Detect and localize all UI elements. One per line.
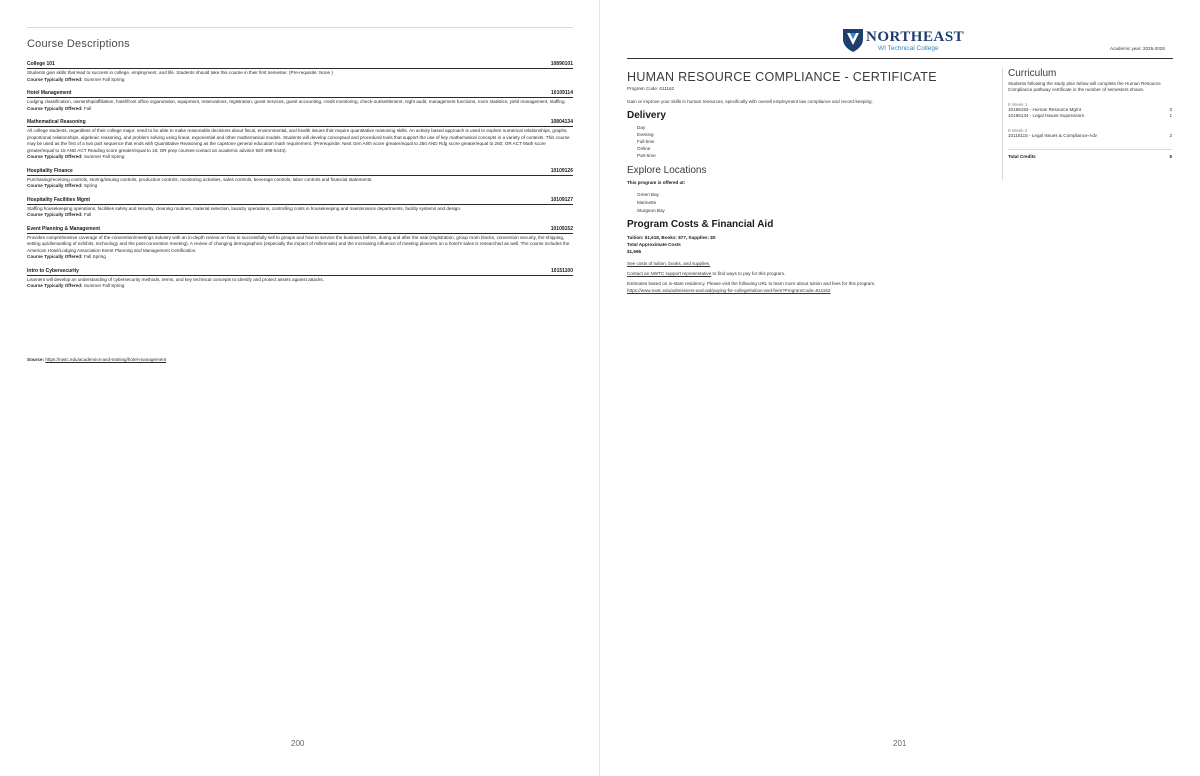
course-entry: [27, 61, 573, 83]
course-name: College 101: [27, 61, 55, 67]
course-header: [27, 268, 573, 276]
program-main-column: [627, 70, 967, 294]
curriculum-heading: Curriculum: [1008, 68, 1057, 79]
course-description: All college students, regardless of their college major, need to be able to make reasonable decisions about fiscal, environmental, and health issues that require quantitative reasoning skills. An activity based approach is used to explore numerical relationships, graphs, proportional relationships, algebraic reasoning, and problem solving using linear, exponential and other mathematical models. Students will develop conceptual and procedural tools that support the use of key mathematical concepts in a variety of contexts. This course may be used as the first of a two part sequence that ends with Quantitative Reasoning as the capstone general education math requirement. (Prerequisite: Next Gen Arith score greater/equal to 250 AND Rdg score greater/equal to 250; OR ACT Math score greater/equal to 15 AND ACT Reading score greater/equal to 16; OR prep courses-contact an academic advisor 920-498-5444).: [27, 128, 570, 153]
offered-terms: Fall: [83, 105, 92, 111]
course-code: 10151100: [551, 267, 573, 274]
curriculum-column: [1002, 68, 1172, 180]
curriculum-course-name: 10116115 - Legal Issues & Compliance-Adv: [1008, 132, 1097, 138]
course-header: [27, 226, 573, 234]
program-intro: Gain or improve your skills in human resources, specifically with overall employment law compliance and record-keeping.: [627, 99, 873, 104]
curriculum-course-credits: 2: [1169, 132, 1172, 138]
offered-terms: Summer Fall Spring: [83, 154, 125, 159]
total-costs-label: Total Approximate Costs: [627, 242, 681, 247]
source-link[interactable]: https://nwtc.edu/academics-and-training/hotel-management: [45, 357, 167, 362]
source-label: Source:: [27, 357, 45, 362]
course-description: Learners will develop an understanding of cybersecurity methods, terms, and key technical concepts to identify and protect assets against attacks.: [27, 276, 324, 282]
term-label: 8 Week 1: [1008, 101, 1028, 107]
program-code: Program Code: 611162: [627, 86, 675, 91]
course-header: [27, 168, 573, 176]
course-name: Hospitality Facilities Mgmt: [27, 196, 91, 203]
course-header: [27, 119, 573, 127]
delivery-item: Day: [637, 125, 646, 130]
curriculum-course-credits: 3: [1169, 106, 1172, 112]
course-offered: [27, 106, 573, 113]
course-offered: [27, 254, 573, 261]
total-credits-value: 5: [1169, 154, 1172, 160]
logo-brand-text: NORTHEAST: [866, 29, 965, 45]
offered-terms: Fall Spring: [83, 254, 106, 259]
location-list: [627, 191, 967, 215]
source-line: [27, 357, 166, 362]
delivery-item: Online: [637, 146, 651, 151]
page-number: 201: [893, 739, 907, 748]
estimate-text: Estimates based on in-state residency. Please visit the following URL to learn more about tuition and fees for this program.: [627, 281, 876, 286]
top-divider: [27, 27, 573, 28]
offered-terms: Summer Fall Spring: [83, 76, 125, 82]
course-description: Staffing housekeeping operations, facilities safety and security, cleaning routines, material selection, laundry operations, controlling costs in housekeeping and maintenance departments, facility systems and design.: [27, 205, 462, 211]
course-description: Provides comprehensive coverage of the convention/meetings industry with an in-depth review on how to successfully sell to groups and how to service the business before, during and after the sale (registration, group room blocks, convention security, the shipping, setting up/dismantling of exhibits, technology and the post-convention meeting). A review of changing demographics (especially the impact of millennials) and the increasing influence of meeting planners on a hotel's sales is researched as well. The course includes the American Hotel/Lodging Association Event Planning and Management Certification.: [27, 234, 570, 253]
delivery-list: [627, 124, 967, 159]
course-entry: [27, 197, 573, 219]
delivery-heading: Delivery: [627, 110, 666, 121]
offered-label: Course Typically Offered:: [27, 283, 83, 288]
offered-terms: Spring: [83, 183, 98, 188]
term-label: 8 Week 2: [1008, 127, 1028, 133]
tuition-url-link[interactable]: https://www.nwtc.edu/admissions-and-aid/paying-for-college/tuition-and-fees?ProgramCode=611162: [627, 287, 831, 293]
course-offered: [27, 283, 573, 290]
offered-label: Course Typically Offered:: [27, 105, 83, 111]
course-header: [27, 197, 573, 205]
offered-label: Course Typically Offered:: [27, 212, 83, 217]
course-list: [27, 61, 573, 297]
course-offered: [27, 212, 573, 219]
course-code: 10804134: [550, 119, 573, 125]
contact-support-link[interactable]: Contact an NWTC support representative: [627, 271, 712, 276]
offered-at-label: This program is offered at:: [627, 180, 686, 185]
shield-logo-icon: [842, 27, 864, 53]
course-description: Purchasing/receiving controls, storing/issuing controls, production controls, monitoring activities, sales controls, beverage controls, labor controls and financial statements.: [27, 176, 373, 182]
course-code: 10109152: [550, 225, 573, 232]
course-offered: [27, 77, 573, 84]
costs-breakdown: Tuition: $1,618, Books: $77, Supplies: $0: [627, 235, 716, 240]
total-credits-label: Total Credits: [1008, 154, 1036, 160]
course-offered: [27, 183, 573, 190]
college-logo: [842, 26, 965, 56]
course-code: 10109126: [550, 167, 573, 174]
course-offered: [27, 154, 573, 161]
cost-links: [627, 261, 967, 276]
explore-locations-heading: Explore Locations: [627, 165, 707, 176]
location-item: Green Bay: [637, 192, 659, 197]
course-entry: [27, 168, 573, 190]
course-header: [27, 61, 573, 69]
course-name: Event Planning & Management: [27, 225, 101, 232]
header-divider: [627, 58, 1173, 59]
curriculum-course-credits: 1: [1169, 113, 1172, 119]
costs-heading: Program Costs & Financial Aid: [627, 219, 774, 230]
course-header: [27, 90, 573, 98]
offered-terms: Fall: [83, 212, 92, 217]
course-entry: [27, 119, 573, 161]
curriculum-intro: Students following the study plan below will complete the Human Resource Compliance pathway certificate in the number of semesters shown.: [1008, 81, 1161, 93]
academic-year: Academic year: 2025-2026: [1110, 46, 1165, 51]
curriculum-course-row: [1008, 113, 1172, 120]
offered-label: Course Typically Offered:: [27, 76, 83, 82]
page-number: 200: [291, 739, 305, 748]
course-name: Hospitality Finance: [27, 167, 73, 174]
estimate-note: [627, 281, 967, 294]
section-title: Course Descriptions: [27, 38, 130, 50]
curriculum-course-row: [1008, 133, 1172, 140]
offered-label: Course Typically Offered:: [27, 254, 83, 259]
delivery-item: Full-time: [637, 139, 655, 144]
course-name: Intro to Cybersecurity: [27, 267, 79, 274]
location-item: Marinette: [637, 200, 657, 205]
right-page: [600, 0, 1200, 776]
total-credits-row: [1008, 149, 1172, 159]
delivery-item: Evening: [637, 132, 654, 137]
offered-label: Course Typically Offered:: [27, 183, 83, 188]
see-costs-link[interactable]: See costs of tuition, books, and supplies.: [627, 261, 711, 266]
course-entry: [27, 226, 573, 261]
contact-text: to find ways to pay for this program.: [711, 271, 786, 276]
course-entry: [27, 268, 573, 290]
course-code: 10890101: [550, 61, 573, 67]
program-title: HUMAN RESOURCE COMPLIANCE - CERTIFICATE: [627, 70, 937, 84]
offered-terms: Summer Fall Spring: [83, 283, 125, 288]
course-name: Hotel Management: [27, 90, 72, 96]
location-item: Sturgeon Bay: [637, 208, 665, 213]
curriculum-course-name: 10196134 - Legal Issues-Supervisors: [1008, 113, 1085, 119]
course-code: 10109127: [550, 196, 573, 203]
course-code: 10109114: [551, 90, 573, 96]
course-description: Lodging classification, ownership/affiliation, hotel/front office organization, equipment, reservations, registration, guest services, guest accounting, credit monitoring, check-out/settlement, night audit, management functions, room statistics, yield management, staffing.: [27, 99, 566, 104]
course-name: Mathematical Reasoning: [27, 119, 86, 125]
logo-subtitle: WI Technical College: [878, 45, 939, 52]
offered-label: Course Typically Offered:: [27, 154, 83, 159]
delivery-item: Part-time: [637, 153, 656, 158]
curriculum-course-name: 10196193 - Human Resource Mgmt: [1008, 106, 1082, 112]
total-costs-value: $1,695: [627, 249, 642, 254]
course-description: Students gain skills that lead to success in college, employment, and life. Students should take this course in their first semester. (Pre-requisite: None ): [27, 70, 333, 75]
course-entry: [27, 90, 573, 112]
